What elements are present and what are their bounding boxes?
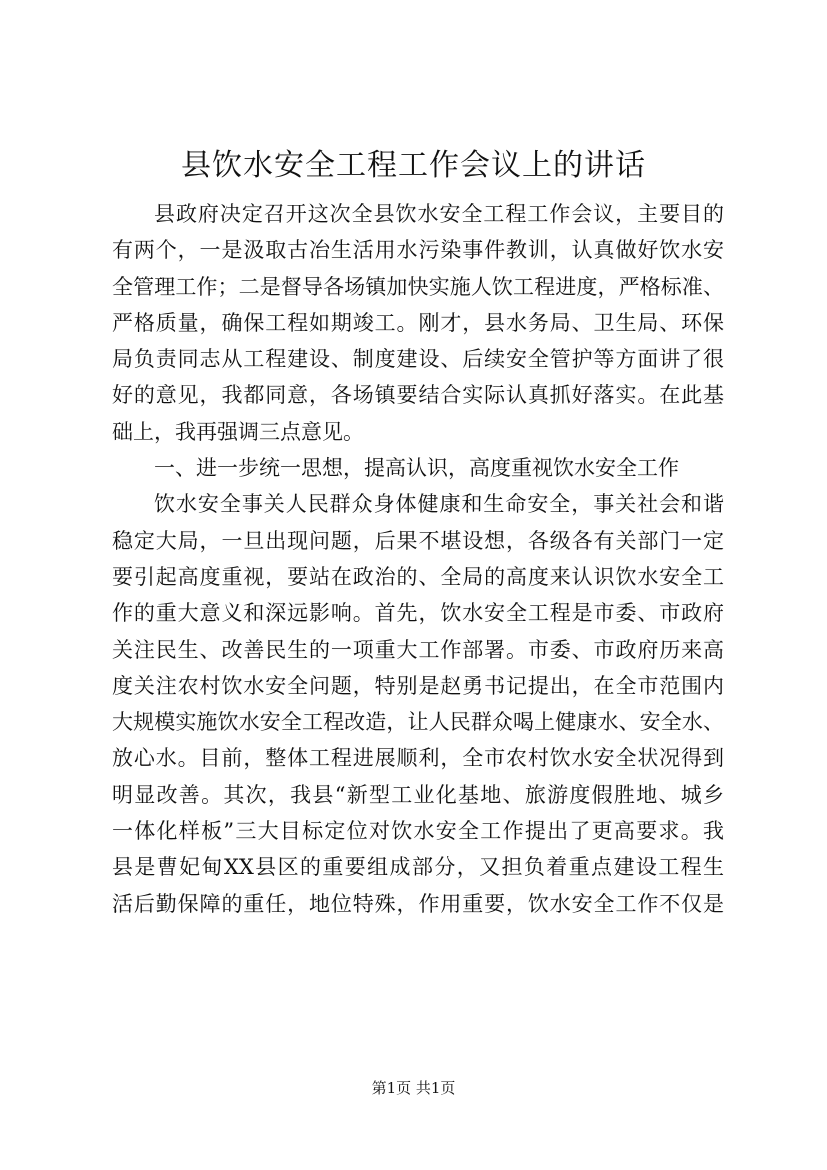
body-line: 放心水。目前，整体工程进展顺利，全市农村饮水安全状况得到	[112, 746, 724, 771]
body-line: 度关注农村饮水安全问题，特别是赵勇书记提出，在全市范围内	[112, 673, 724, 698]
document-title: 县饮水安全工程工作会议上的讲话	[181, 148, 646, 183]
body-line: 好的意见，我都同意，各场镇要结合实际认真抓好落实。在此基	[112, 383, 724, 408]
body-line: 础上，我再强调三点意见。	[112, 419, 364, 444]
body-line: 大规模实施饮水安全工程改造，让人民群众喝上健康水、安全水、	[112, 710, 724, 735]
body-line: 饮水安全事关人民群众身体健康和生命安全，事关社会和谐	[154, 492, 724, 517]
body-line: 全管理工作；二是督导各场镇加快实施人饮工程进度，严格标准、	[112, 274, 724, 299]
body-line: 一体化样板”三大目标定位对饮水安全工作提出了更高要求。我	[112, 819, 724, 844]
body-line: 要引起高度重视，要站在政治的、全局的高度来认识饮水安全工	[112, 564, 724, 589]
body-line: 严格质量，确保工程如期竣工。刚才，县水务局、卫生局、环保	[112, 310, 724, 335]
body-line: 局负责同志从工程建设、制度建设、后续安全管护等方面讲了很	[112, 347, 724, 372]
body-line: 县是曹妃甸XX县区的重要组成部分，又担负着重点建设工程生	[112, 855, 724, 880]
document-body	[112, 196, 724, 922]
body-line: 明显改善。其次，我县“新型工业化基地、旅游度假胜地、城乡	[112, 782, 724, 807]
body-line: 稳定大局，一旦出现问题，后果不堪设想，各级各有关部门一定	[112, 528, 724, 553]
section-heading: 一、进一步统一思想，提高认识，高度重视饮水安全工作	[154, 456, 679, 481]
body-line: 县政府决定召开这次全县饮水安全工程工作会议，主要目的	[154, 202, 724, 226]
body-line: 关注民生、改善民生的一项重大工作部署。市委、市政府历来高	[112, 637, 724, 662]
page-footer: 第1页 共1页	[371, 1079, 456, 1097]
body-line: 活后勤保障的重任，地位特殊，作用重要，饮水安全工作不仅是	[112, 891, 724, 916]
body-line: 作的重大意义和深远影响。首先，饮水安全工程是市委、市政府	[112, 601, 724, 626]
body-line: 有两个，一是汲取古冶生活用水污染事件教训，认真做好饮水安	[112, 238, 724, 263]
